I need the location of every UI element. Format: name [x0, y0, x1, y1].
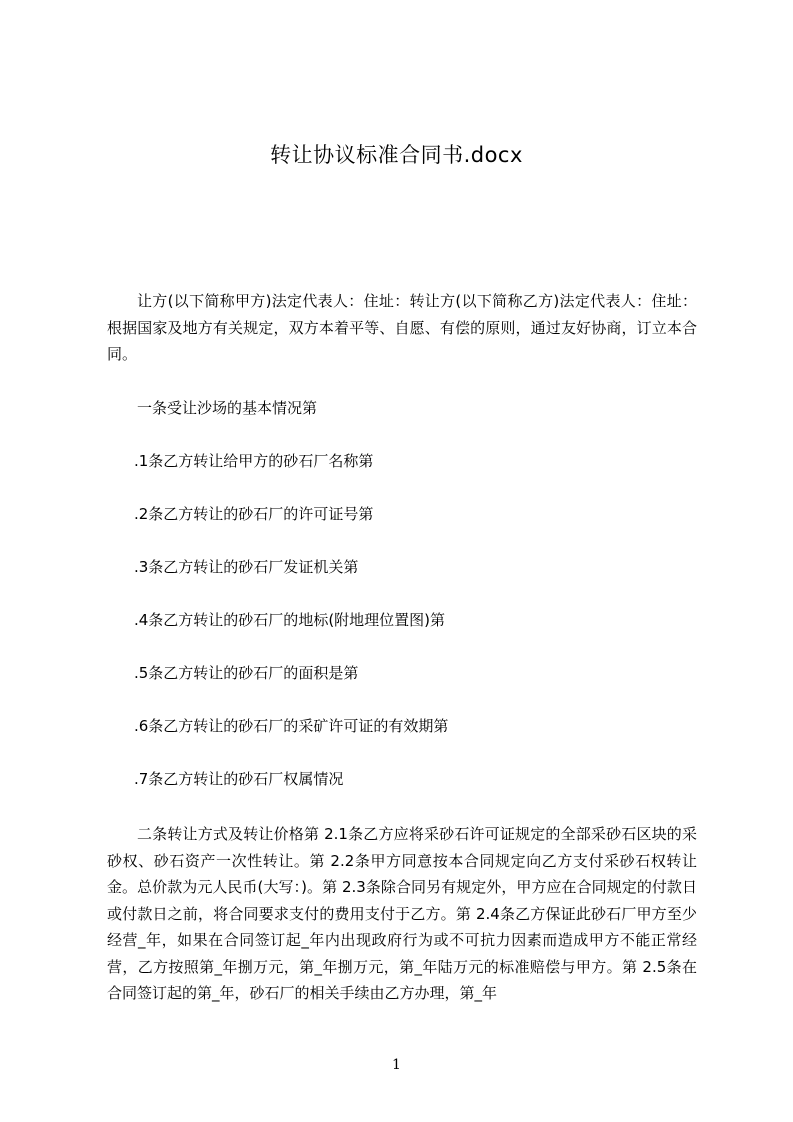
article-1-item: .4条乙方转让的砂石厂的地标(附地理位置图)第 [134, 611, 446, 629]
document-title: 转让协议标准合同书.docx [270, 143, 523, 167]
article-1-heading: 一条受让沙场的基本情况第 [137, 399, 318, 417]
article-1-item: .1条乙方转让给甲方的砂石厂名称第 [134, 452, 374, 470]
article-1-item: .3条乙方转让的砂石厂发证机关第 [134, 558, 359, 576]
article-1-item: .7条乙方转让的砂石厂权属情况 [134, 770, 344, 788]
page-number: 1 [392, 1057, 401, 1073]
article-2-paragraph: 二条转让方式及转让价格第 2.1条乙方应将采砂石许可证规定的全部采砂石区块的采砂权、砂石资产一次性转让。第 2.2条甲方同意按本合同规定向乙方支付采砂石权转让金。总价款为元人民币(大写：)。第 2.3条除合同另有规定外，甲方应在合同规定的付款日或付款日之前，将合同要求支付的费用支付于乙方。第 2.4条乙方保证此砂石厂甲方至少经营_年，如果在合同签订起_年内出现政府行为或不可抗力因素而造成甲方不能正常经营，乙方按照第_年捌万元，第_年捌万元，第_年陆万元的标准赔偿与甲方。第 2.5条在合同签订起的第_年，砂石厂的相关手续由乙方办理，第_年 [107, 825, 697, 1002]
intro-paragraph: 让方(以下简称甲方)法定代表人：住址：转让方(以下简称乙方)法定代表人：住址：根据国家及地方有关规定，双方本着平等、自愿、有偿的原则，通过友好协商，订立本合同。 [107, 292, 697, 363]
article-1-item: .5条乙方转让的砂石厂的面积是第 [134, 664, 359, 682]
article-1-item: .2条乙方转让的砂石厂的许可证号第 [134, 505, 374, 523]
article-1-item: .6条乙方转让的砂石厂的采矿许可证的有效期第 [134, 717, 449, 735]
